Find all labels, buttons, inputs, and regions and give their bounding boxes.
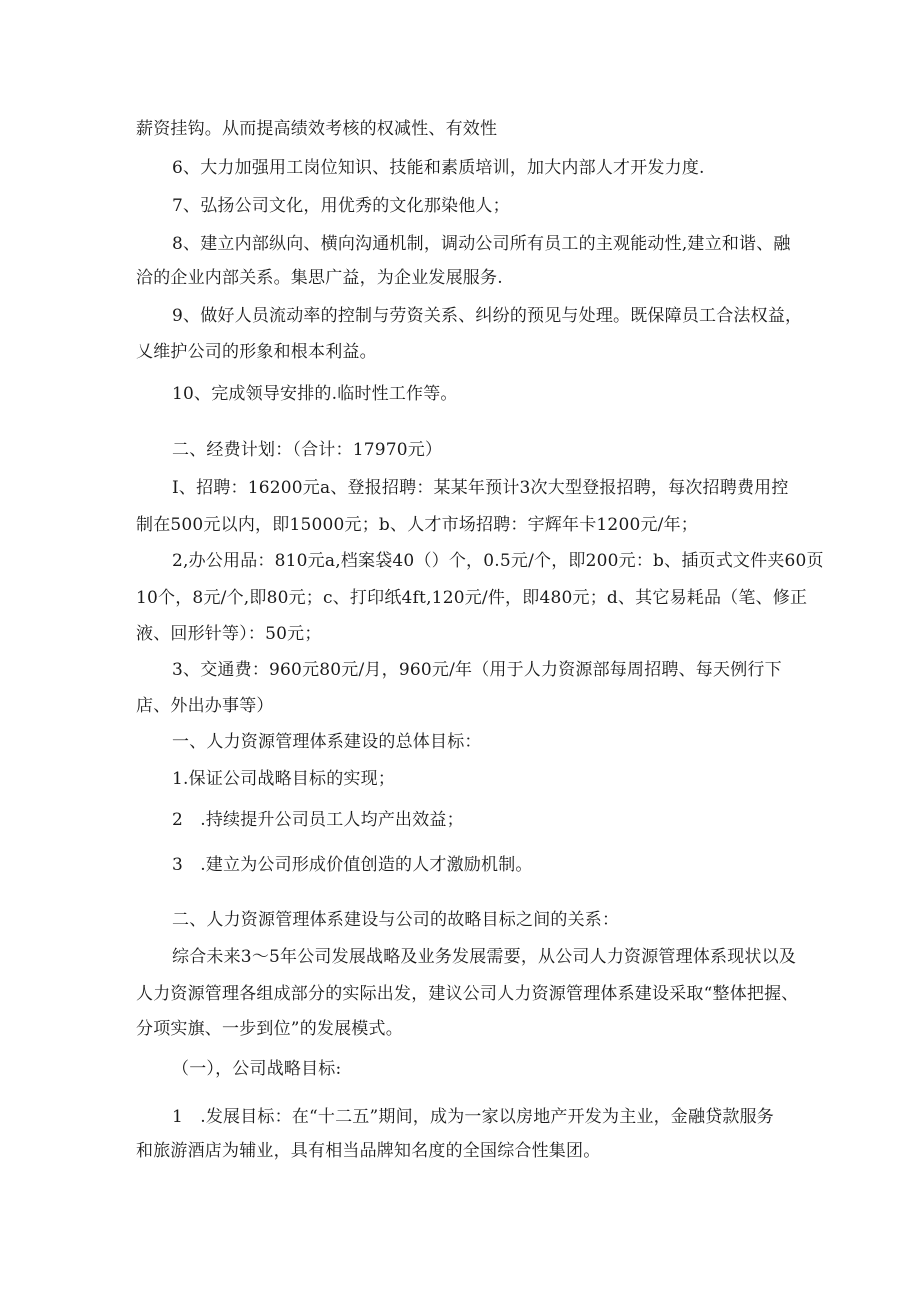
text-line-21: 二、人力资源管理体系建设与公司的故略目标之间的关系： (172, 910, 620, 930)
text-line-17: 一、人力资源管理体系建设的总体目标： (172, 732, 482, 752)
text-line-20: 3 .建立为公司形成价值创造的人才激励机制。 (172, 855, 533, 875)
text-line-18: 1.保证公司战略目标的实现； (172, 769, 396, 789)
text-line-14: 液、回形针等）：50元； (136, 624, 322, 644)
text-line-9: 二、经费计划：（合计：17970元） (172, 440, 443, 460)
text-line-3: 7、弘扬公司文化，用优秀的文化那染他人； (172, 196, 510, 216)
text-line-1: 薪资挂钩。从而提高绩效考核的权减性、有效性 (136, 119, 498, 139)
text-line-25: （一），公司战略目标: (172, 1059, 342, 1079)
text-line-23: 人力资源管理各组成部分的实际出发，建议公司人力资源管理体系建设采取“整体把握、 (136, 984, 799, 1004)
text-line-10: I、招聘：16200元a、登报招聘：某某年预计3次大型登报招聘，每次招聘费用控 (172, 478, 789, 498)
text-line-4: 8、建立内部纵向、横向沟通机制，调动公司所有员工的主观能动性,建立和谐、融 (172, 234, 791, 254)
text-line-6: 9、做好人员流动率的控制与劳资关系、纠纷的预见与处理。既保障员工合法权益， (172, 306, 803, 326)
text-line-26: 1 .发展目标：在“十二五”期间，成为一家以房地产开发为主业，金融贷款服务 (172, 1107, 774, 1127)
text-line-22: 综合未来3〜5年公司发展战略及业务发展需要，从公司人力资源管理体系现状以及 (172, 947, 797, 967)
text-line-19: 2 .持续提升公司员工人均产出效益； (172, 810, 464, 830)
text-line-8: 10、完成领导安排的.临时性工作等。 (172, 384, 458, 404)
text-line-2: 6、大力加强用工岗位知识、技能和素质培训，加大内部人才开发力度. (172, 158, 705, 178)
text-line-13: 10个，8元/个,即80元；c、打印纸4ft,120元/件，即480元；d、其它易耗品（笔、修正 (136, 588, 808, 608)
text-line-27: 和旅游酒店为辅业，具有相当品牌知名度的全国综合性集团。 (136, 1141, 601, 1161)
text-line-11: 制在500元以内，即15000元；b、人才市场招聘：宇辉年卡1200元/年； (136, 515, 698, 535)
text-line-16: 店、外出办事等） (136, 696, 274, 716)
text-line-24: 分项实旗、一步到位”的发展模式。 (136, 1019, 403, 1039)
text-line-7: 乂维护公司的形象和根本利益。 (136, 342, 377, 362)
text-line-15: 3、交通费：960元80元/月，960元/年（用于人力资源部每周招聘、每天例行下 (172, 660, 782, 680)
text-line-12: 2,办公用品：810元a,档案袋40（）个，0.5元/个，即200元：b、插页式文件夹60页 (172, 551, 824, 571)
text-line-5: 洽的企业内部关系。集思广益，为企业发展服务. (136, 268, 503, 288)
